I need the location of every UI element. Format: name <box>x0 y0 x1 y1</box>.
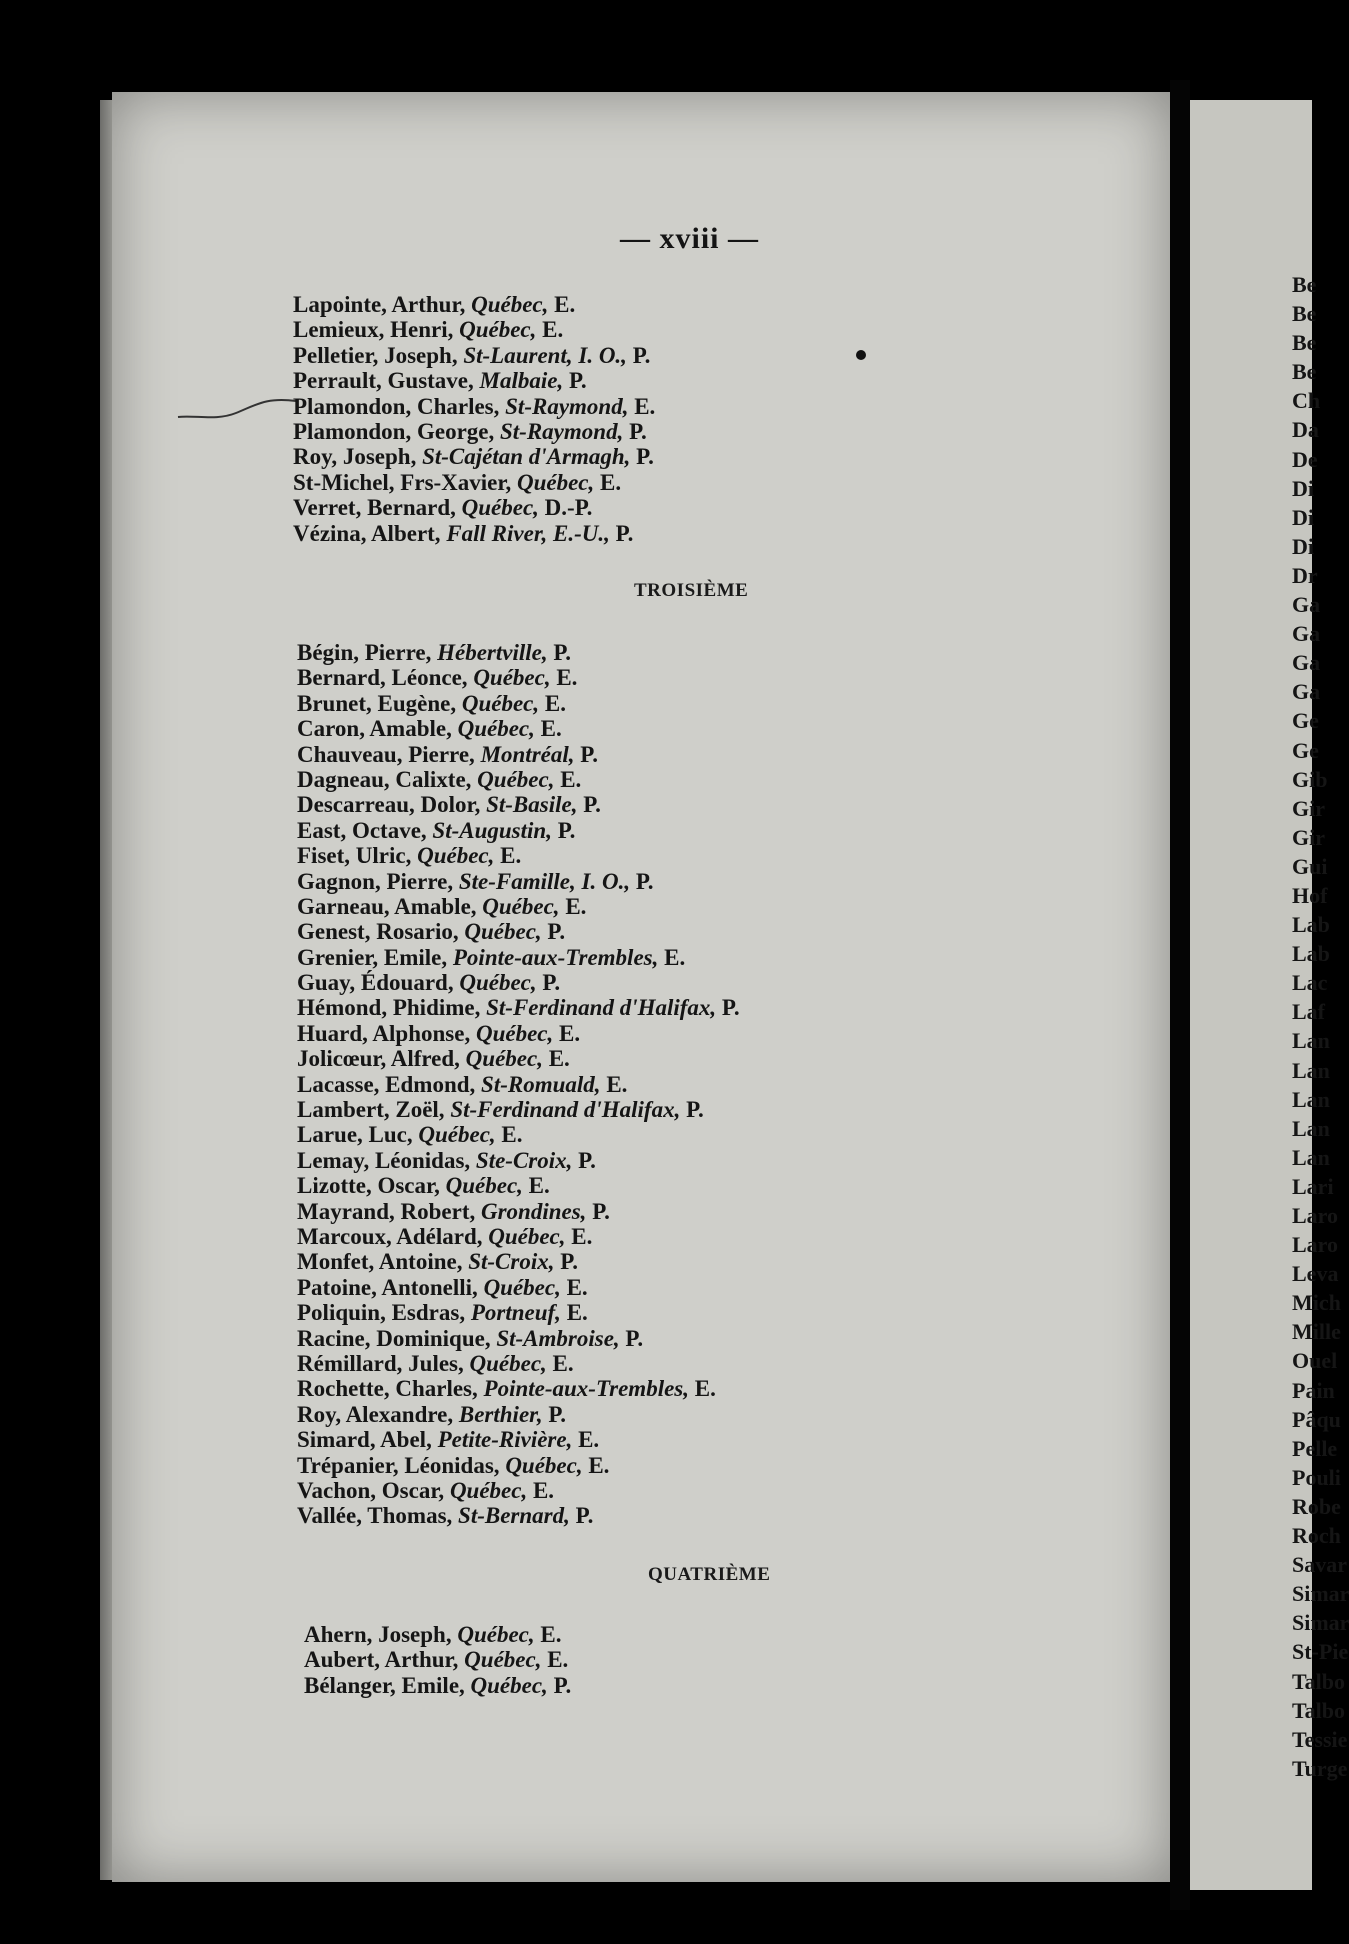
list-entry <box>297 869 740 894</box>
list-entry <box>297 767 740 792</box>
facing-page-column <box>1292 270 1349 1783</box>
entry-list-block3 <box>304 1622 571 1698</box>
entry-place: Québec, <box>488 1223 566 1249</box>
entry-name: Simard, Abel, <box>297 1427 432 1453</box>
entry-place: St-Laurent, I. O., <box>463 342 627 368</box>
entry-place: St-Romuald, <box>481 1071 601 1097</box>
entry-suffix: E. <box>634 393 656 419</box>
entry-place: St-Croix, <box>468 1249 555 1275</box>
entry-suffix: P. <box>548 1401 567 1427</box>
entry-place: St-Augustin, <box>432 817 552 843</box>
list-entry <box>293 470 655 495</box>
entry-place: Grondines, <box>480 1198 587 1224</box>
entry-place: Québec, <box>464 1647 542 1673</box>
list-entry <box>297 691 740 716</box>
entry-place: Ste-Croix, <box>475 1147 573 1173</box>
facing-page-fragment: Lan <box>1292 1115 1330 1141</box>
entry-suffix: P. <box>615 520 634 546</box>
list-entry <box>297 1351 740 1376</box>
facing-page-fragment: Di <box>1292 533 1314 559</box>
facing-page-fragment: Pouli <box>1292 1464 1341 1490</box>
list-entry <box>297 640 740 665</box>
entry-name: Verret, Bernard, <box>293 495 456 521</box>
entry-suffix: P. <box>547 919 566 945</box>
entry-name: Ahern, Joseph, <box>304 1622 452 1647</box>
facing-page-fragment: Lan <box>1292 1028 1330 1054</box>
entry-place: Québec, <box>459 317 537 343</box>
entry-suffix: P. <box>578 1147 596 1173</box>
entry-suffix: E. <box>565 893 587 919</box>
list-entry <box>297 1072 740 1097</box>
entry-suffix: E. <box>566 1300 588 1326</box>
entry-suffix: E. <box>544 690 566 716</box>
facing-page-fragment: Laro <box>1292 1232 1339 1258</box>
facing-page-fragment: Ge <box>1292 708 1319 734</box>
entry-suffix: E. <box>664 944 686 970</box>
entry-suffix: E. <box>554 292 576 317</box>
entry-name: Grenier, Emile, <box>297 944 448 970</box>
entry-suffix: E. <box>542 317 564 343</box>
facing-page-fragment: Ch <box>1292 388 1321 414</box>
entry-name: Marcoux, Adélard, <box>297 1223 483 1249</box>
list-entry <box>297 665 740 690</box>
list-entry <box>304 1673 571 1698</box>
entry-place: Québec, <box>464 919 542 945</box>
facing-page-fragment: Turge <box>1292 1755 1348 1781</box>
facing-page-fragment: Tessie <box>1292 1726 1348 1752</box>
facing-page-fragment: Pain <box>1292 1377 1335 1403</box>
facing-page-fragment: Ouel <box>1292 1348 1338 1374</box>
entry-place: St-Basile, <box>486 792 578 818</box>
entry-suffix: E. <box>560 766 582 792</box>
entry-suffix: P. <box>575 1503 594 1529</box>
facing-page-fragment: Di <box>1292 504 1314 530</box>
entry-name: Chauveau, Pierre, <box>297 741 475 767</box>
list-entry <box>297 742 740 767</box>
list-entry <box>297 945 740 970</box>
list-entry <box>297 1326 740 1351</box>
entry-place: Québec, <box>473 665 551 691</box>
entry-suffix: P. <box>553 640 572 665</box>
list-entry <box>297 1275 740 1300</box>
entry-name: Lambert, Zoël, <box>297 1097 445 1123</box>
entry-suffix: E. <box>540 1622 562 1647</box>
entry-name: Lacasse, Edmond, <box>297 1071 476 1097</box>
facing-page-fragment: Ga <box>1292 621 1321 647</box>
entry-list-block2 <box>297 640 740 1529</box>
entry-place: Québec, <box>471 292 549 317</box>
facing-page-fragment: Ge <box>1292 737 1319 763</box>
entry-name: Hémond, Phidime, <box>297 995 481 1021</box>
facing-page-fragment: Lan <box>1292 1086 1330 1112</box>
entry-name: Fiset, Ulric, <box>297 843 412 869</box>
pencil-mark <box>176 365 298 425</box>
facing-page-fragment: Be <box>1292 301 1317 327</box>
facing-page-fragment: Roch <box>1292 1523 1341 1549</box>
list-entry <box>293 394 655 419</box>
facing-page-fragment: Lac <box>1292 970 1328 996</box>
entry-name: Pelletier, Joseph, <box>293 342 458 368</box>
entry-name: Genest, Rosario, <box>297 919 459 945</box>
entry-place: St-Ferdinand d'Halifax, <box>450 1097 681 1123</box>
entry-suffix: E. <box>606 1071 628 1097</box>
list-entry <box>297 1173 740 1198</box>
list-entry <box>297 1300 740 1325</box>
entry-suffix: P. <box>632 342 651 368</box>
entry-place: Ste-Famille, I. O., <box>458 868 631 894</box>
entry-suffix: P. <box>636 444 654 470</box>
entry-name: Lemieux, Henri, <box>293 317 454 343</box>
list-entry <box>297 1503 740 1528</box>
entry-name: Aubert, Arthur, <box>304 1647 459 1673</box>
entry-name: Lemay, Léonidas, <box>297 1147 471 1173</box>
entry-place: Québec, <box>482 893 560 919</box>
list-entry <box>293 444 655 469</box>
entry-name: Racine, Dominique, <box>297 1325 491 1351</box>
entry-suffix: E. <box>548 1046 570 1072</box>
facing-page-fragment: Gib <box>1292 766 1328 792</box>
facing-page-fragment: Robe <box>1292 1493 1341 1519</box>
facing-page-fragment: Gui <box>1292 853 1328 879</box>
entry-place: Québec, <box>417 843 495 869</box>
entry-name: Plamondon, George, <box>293 418 495 444</box>
entry-name: Bélanger, Emile, <box>304 1672 465 1698</box>
facing-page-fragment: Lan <box>1292 1057 1330 1083</box>
entry-place: St-Ambroise, <box>496 1325 620 1351</box>
facing-page-fragment: Ga <box>1292 679 1321 705</box>
entry-name: Caron, Amable, <box>297 716 452 742</box>
facing-page-fragment: Laro <box>1292 1203 1339 1228</box>
list-entry <box>297 919 740 944</box>
entry-suffix: E. <box>556 665 578 691</box>
entry-suffix: P. <box>625 1325 644 1351</box>
entry-suffix: D.-P. <box>544 495 593 521</box>
entry-suffix: P. <box>568 368 587 394</box>
entry-place: Québec, <box>461 690 540 716</box>
entry-place: Portneuf, <box>470 1300 561 1326</box>
entry-name: Bernard, Léonce, <box>297 665 468 691</box>
entry-name: Brunet, Eugène, <box>297 690 457 716</box>
entry-place: Hébertville, <box>437 640 548 665</box>
entry-place: Québec, <box>475 1020 554 1046</box>
entry-place: Québec, <box>477 766 555 792</box>
facing-page-fragment: Mille <box>1292 1319 1341 1345</box>
list-entry <box>297 1224 740 1249</box>
entry-suffix: E. <box>528 1173 550 1199</box>
facing-page-fragment: Lab <box>1292 941 1330 967</box>
entry-name: Gagnon, Pierre, <box>297 868 454 894</box>
list-entry <box>297 995 740 1020</box>
entry-suffix: P. <box>635 868 654 894</box>
list-entry <box>293 419 655 444</box>
facing-page-fragment: Talbo <box>1292 1668 1346 1694</box>
facing-page-fragment: Gir <box>1292 824 1325 850</box>
entry-name: Perrault, Gustave, <box>293 368 474 394</box>
list-entry <box>297 1402 740 1427</box>
facing-page-fragment: Pelle <box>1292 1435 1338 1461</box>
entry-suffix: E. <box>588 1452 610 1478</box>
entry-suffix: P. <box>686 1097 704 1123</box>
entry-place: St-Cajétan d'Armagh, <box>422 444 631 470</box>
entry-name: Guay, Édouard, <box>297 970 454 996</box>
entry-place: Québec, <box>459 970 537 996</box>
entry-name: Poliquin, Esdras, <box>297 1300 466 1326</box>
entry-place: Québec, <box>461 495 539 521</box>
entry-suffix: E. <box>500 843 522 869</box>
list-entry <box>297 1453 740 1478</box>
facing-page-fragment: Leva <box>1292 1261 1339 1287</box>
entry-name: Roy, Alexandre, <box>297 1401 454 1427</box>
list-entry <box>304 1622 571 1647</box>
entry-suffix: E. <box>547 1647 569 1673</box>
entry-place: Malbaie, <box>479 368 564 394</box>
entry-name: Rémillard, Jules, <box>297 1350 464 1376</box>
entry-name: Plamondon, Charles, <box>293 393 500 419</box>
facing-page-fragment: Be <box>1292 359 1317 385</box>
entry-place: Fall River, E.-U., <box>446 520 610 546</box>
list-entry <box>297 1148 740 1173</box>
facing-page-fragment: Lari <box>1292 1173 1334 1199</box>
entry-suffix: P. <box>542 970 561 996</box>
entry-place: Berthier, <box>458 1401 543 1427</box>
facing-page-fragment: Savar <box>1292 1552 1347 1578</box>
list-entry <box>297 1427 740 1452</box>
entry-name: St-Michel, Frs-Xavier, <box>293 469 512 495</box>
list-entry <box>297 1097 740 1122</box>
entry-suffix: P. <box>721 995 740 1021</box>
entry-suffix: E. <box>540 716 562 742</box>
entry-place: Québec, <box>418 1122 496 1148</box>
facing-page-fragment: St-Pie <box>1292 1639 1349 1665</box>
facing-page-fragment: Be <box>1292 272 1317 297</box>
entry-suffix: E. <box>600 469 622 495</box>
entry-name: Dagneau, Calixte, <box>297 766 472 792</box>
list-entry <box>297 1249 740 1274</box>
entry-place: St-Bernard, <box>458 1503 570 1529</box>
entry-place: St-Ferdinand d'Halifax, <box>486 995 717 1021</box>
ink-dot <box>856 350 866 360</box>
heading-troisieme: TROISIÈME <box>634 580 749 601</box>
entry-suffix: E. <box>578 1427 600 1453</box>
entry-name: Monfet, Antoine, <box>297 1249 463 1275</box>
entry-place: Québec, <box>505 1452 583 1478</box>
facing-page-fragment: Lan <box>1292 1144 1330 1170</box>
list-entry <box>293 292 655 317</box>
entry-suffix: P. <box>583 792 601 818</box>
entry-place: Québec, <box>469 1350 547 1376</box>
entry-place: Petite-Rivière, <box>437 1427 573 1453</box>
entry-suffix: E. <box>571 1223 593 1249</box>
entry-place: Québec, <box>457 716 535 742</box>
entry-suffix: P. <box>560 1249 578 1275</box>
list-entry <box>297 843 740 868</box>
entry-suffix: E. <box>501 1122 523 1148</box>
entry-name: Mayrand, Robert, <box>297 1198 476 1224</box>
entry-suffix: P. <box>557 817 576 843</box>
entry-list-block1 <box>293 292 655 546</box>
entry-name: East, Octave, <box>297 817 427 843</box>
facing-page-fragment: Lab <box>1292 912 1330 938</box>
entry-name: Lizotte, Oscar, <box>297 1173 440 1199</box>
entry-suffix: E. <box>558 1020 581 1046</box>
entry-suffix: E. <box>694 1376 716 1402</box>
facing-page-fragment: Be <box>1292 330 1317 356</box>
entry-suffix: P. <box>629 418 647 444</box>
entry-name: Roy, Joseph, <box>293 444 417 470</box>
entry-place: Québec, <box>516 469 595 495</box>
list-entry <box>297 792 740 817</box>
facing-page-fragment: Ga <box>1292 592 1321 618</box>
facing-page-fragment: Dr <box>1292 562 1318 588</box>
entry-place: St-Raymond, <box>500 418 624 444</box>
entry-suffix: E. <box>552 1350 574 1376</box>
entry-suffix: E. <box>566 1274 588 1300</box>
entry-name: Rochette, Charles, <box>297 1376 478 1402</box>
list-entry <box>297 1478 740 1503</box>
facing-page-fragment: Simar <box>1292 1581 1349 1607</box>
list-entry <box>293 521 655 546</box>
entry-name: Vachon, Oscar, <box>297 1477 445 1503</box>
list-entry <box>297 1046 740 1071</box>
entry-name: Garneau, Amable, <box>297 893 477 919</box>
list-entry <box>297 716 740 741</box>
facing-page-fragment: Pâqu <box>1292 1406 1341 1432</box>
facing-page-fragment: Da <box>1292 417 1319 443</box>
facing-page-fragment: Hof <box>1292 882 1328 908</box>
entry-name: Vallée, Thomas, <box>297 1503 453 1529</box>
entry-name: Descarreau, Dolor, <box>297 792 481 818</box>
facing-page-fragment: Ga <box>1292 650 1321 676</box>
list-entry <box>297 1199 740 1224</box>
entry-name: Jolicœur, Alfred, <box>297 1046 460 1072</box>
entry-place: Québec, <box>457 1622 535 1647</box>
entry-place: Québec, <box>483 1274 561 1300</box>
entry-place: Pointe-aux-Trembles, <box>452 944 659 970</box>
entry-name: Larue, Luc, <box>297 1122 413 1148</box>
facing-page-fragment: Mich <box>1292 1290 1341 1316</box>
facing-page-fragment: Talbo <box>1292 1697 1346 1723</box>
entry-name: Trépanier, Léonidas, <box>297 1452 500 1478</box>
entry-place: Québec, <box>465 1046 543 1072</box>
list-entry <box>297 1021 740 1046</box>
list-entry <box>293 495 655 520</box>
list-entry <box>293 317 655 342</box>
list-entry <box>293 343 655 368</box>
facing-page-fragment: Gir <box>1292 795 1325 821</box>
list-entry <box>297 1376 740 1401</box>
facing-page-fragment: Simar <box>1292 1610 1349 1636</box>
entry-suffix: E. <box>532 1477 555 1503</box>
entry-name: Lapointe, Arthur, <box>293 292 466 317</box>
entry-suffix: P. <box>592 1198 610 1224</box>
page-number: — xviii — <box>620 222 760 255</box>
entry-name: Huard, Alphonse, <box>297 1020 471 1046</box>
entry-place: Québec, <box>470 1672 548 1698</box>
entry-name: Bégin, Pierre, <box>297 640 432 665</box>
facing-page-fragment: De <box>1292 446 1318 472</box>
heading-quatrieme: QUATRIÈME <box>648 1564 771 1585</box>
entry-suffix: P. <box>553 1672 572 1698</box>
entry-place: Québec, <box>449 1477 528 1503</box>
list-entry <box>297 894 740 919</box>
book-gutter <box>1170 80 1190 1910</box>
entry-place: Québec, <box>445 1173 523 1199</box>
facing-page-fragment: Laf <box>1292 999 1325 1025</box>
entry-place: St-Raymond, <box>505 393 629 419</box>
list-entry <box>304 1647 571 1672</box>
entry-name: Patoine, Antonelli, <box>297 1274 478 1300</box>
list-entry <box>293 368 655 393</box>
list-entry <box>297 818 740 843</box>
list-entry <box>297 970 740 995</box>
entry-place: Montréal, <box>480 741 575 767</box>
list-entry <box>297 1122 740 1147</box>
entry-suffix: P. <box>580 741 598 767</box>
entry-place: Pointe-aux-Trembles, <box>483 1376 689 1402</box>
entry-name: Vézina, Albert, <box>293 520 441 546</box>
facing-page-fragment: Di <box>1292 475 1314 501</box>
